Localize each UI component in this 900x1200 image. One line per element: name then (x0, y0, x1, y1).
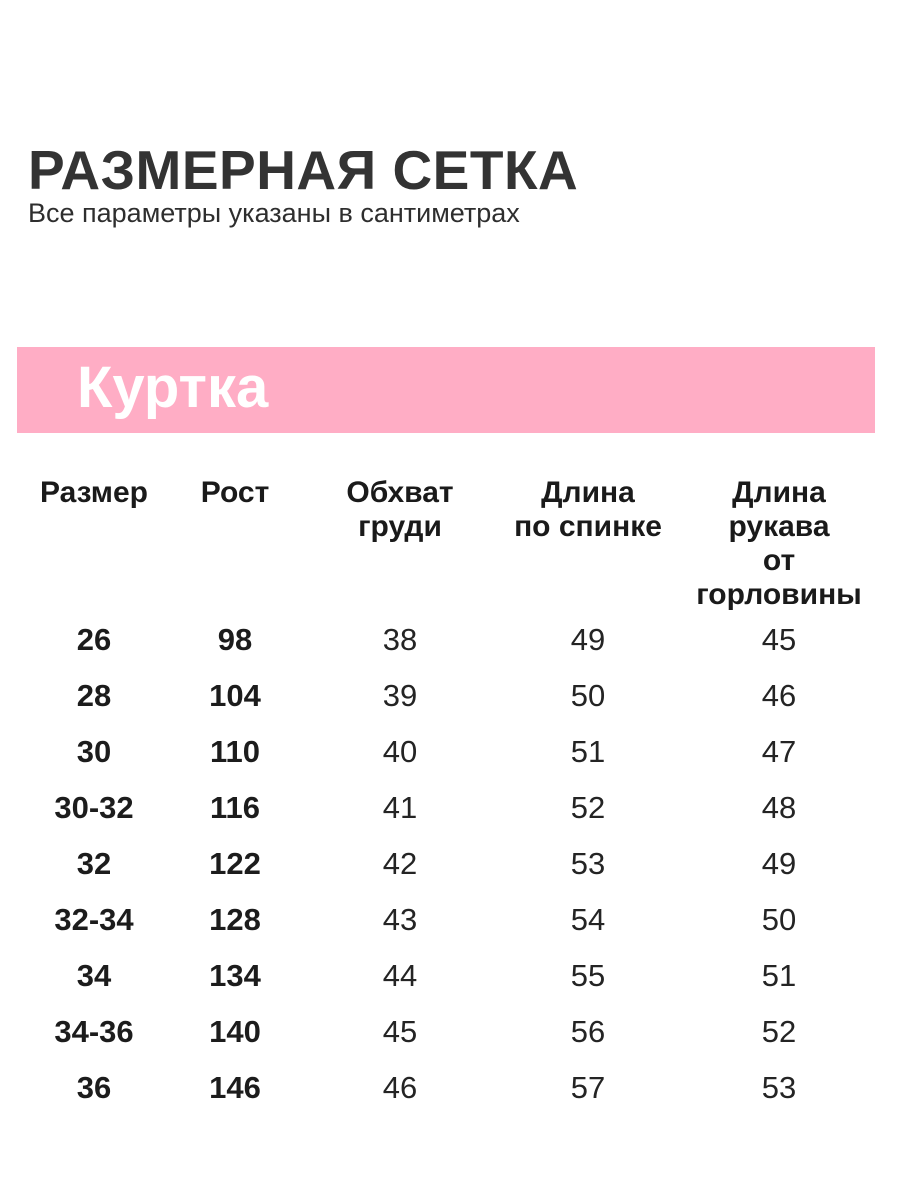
cell-chest: 43 (382, 902, 418, 937)
cell-sleeve-length: 53 (761, 1070, 797, 1105)
page-title: РАЗМЕРНАЯ СЕТКА (28, 139, 579, 201)
cell-back-length: 53 (570, 846, 606, 881)
cell-size: 36 (76, 1070, 112, 1105)
cell-back-length: 51 (570, 734, 606, 769)
cell-size: 30 (76, 734, 112, 769)
cell-height: 122 (209, 846, 261, 881)
cell-size: 34 (76, 958, 112, 993)
cell-back-length: 54 (570, 902, 606, 937)
column-header-size: Размер (39, 476, 149, 509)
table-header-row (20, 470, 880, 612)
table-row (20, 836, 880, 892)
cell-height: 116 (209, 790, 260, 825)
cell-sleeve-length: 45 (761, 622, 797, 657)
category-banner-label: Куртка (77, 355, 269, 420)
cell-back-length: 50 (570, 678, 606, 713)
table-row (20, 724, 880, 780)
cell-height: 134 (209, 958, 261, 993)
cell-back-length: 55 (570, 958, 606, 993)
cell-sleeve-length: 50 (761, 902, 797, 937)
cell-chest: 45 (382, 1014, 418, 1049)
cell-size: 28 (76, 678, 112, 713)
cell-sleeve-length: 49 (761, 846, 797, 881)
cell-sleeve-length: 51 (761, 958, 797, 993)
column-header-back-length: Длина по спинке (514, 476, 662, 543)
cell-height: 110 (209, 734, 260, 769)
column-header-chest: Обхват груди (346, 476, 454, 543)
table-row (20, 668, 880, 724)
table-row (20, 612, 880, 668)
cell-back-length: 49 (570, 622, 606, 657)
cell-back-length: 57 (570, 1070, 606, 1105)
cell-chest: 40 (382, 734, 418, 769)
table-row (20, 948, 880, 1004)
cell-chest: 44 (382, 958, 418, 993)
cell-chest: 38 (382, 622, 418, 657)
cell-back-length: 52 (570, 790, 606, 825)
cell-height: 128 (209, 902, 261, 937)
column-header-sleeve-length: Длина рукава от горловины (696, 476, 862, 611)
cell-sleeve-length: 52 (761, 1014, 797, 1049)
cell-height: 140 (209, 1014, 261, 1049)
cell-sleeve-length: 48 (761, 790, 797, 825)
cell-size: 30-32 (54, 790, 134, 825)
size-table (20, 470, 880, 1116)
category-banner (17, 347, 875, 433)
cell-chest: 42 (382, 846, 418, 881)
cell-size: 26 (76, 622, 112, 657)
page-subtitle: Все параметры указаны в сантиметрах (28, 198, 520, 228)
cell-sleeve-length: 46 (761, 678, 797, 713)
cell-chest: 41 (382, 790, 418, 825)
cell-back-length: 56 (570, 1014, 606, 1049)
cell-size: 34-36 (54, 1014, 134, 1049)
cell-chest: 39 (382, 678, 418, 713)
cell-height: 104 (209, 678, 261, 713)
cell-sleeve-length: 47 (761, 734, 797, 769)
cell-size: 32 (76, 846, 112, 881)
table-row (20, 1004, 880, 1060)
table-row (20, 1060, 880, 1116)
table-row (20, 892, 880, 948)
table-row (20, 780, 880, 836)
column-header-height: Рост (200, 476, 270, 509)
cell-height: 146 (209, 1070, 261, 1105)
cell-chest: 46 (382, 1070, 418, 1105)
cell-height: 98 (217, 622, 253, 657)
cell-size: 32-34 (54, 902, 134, 937)
